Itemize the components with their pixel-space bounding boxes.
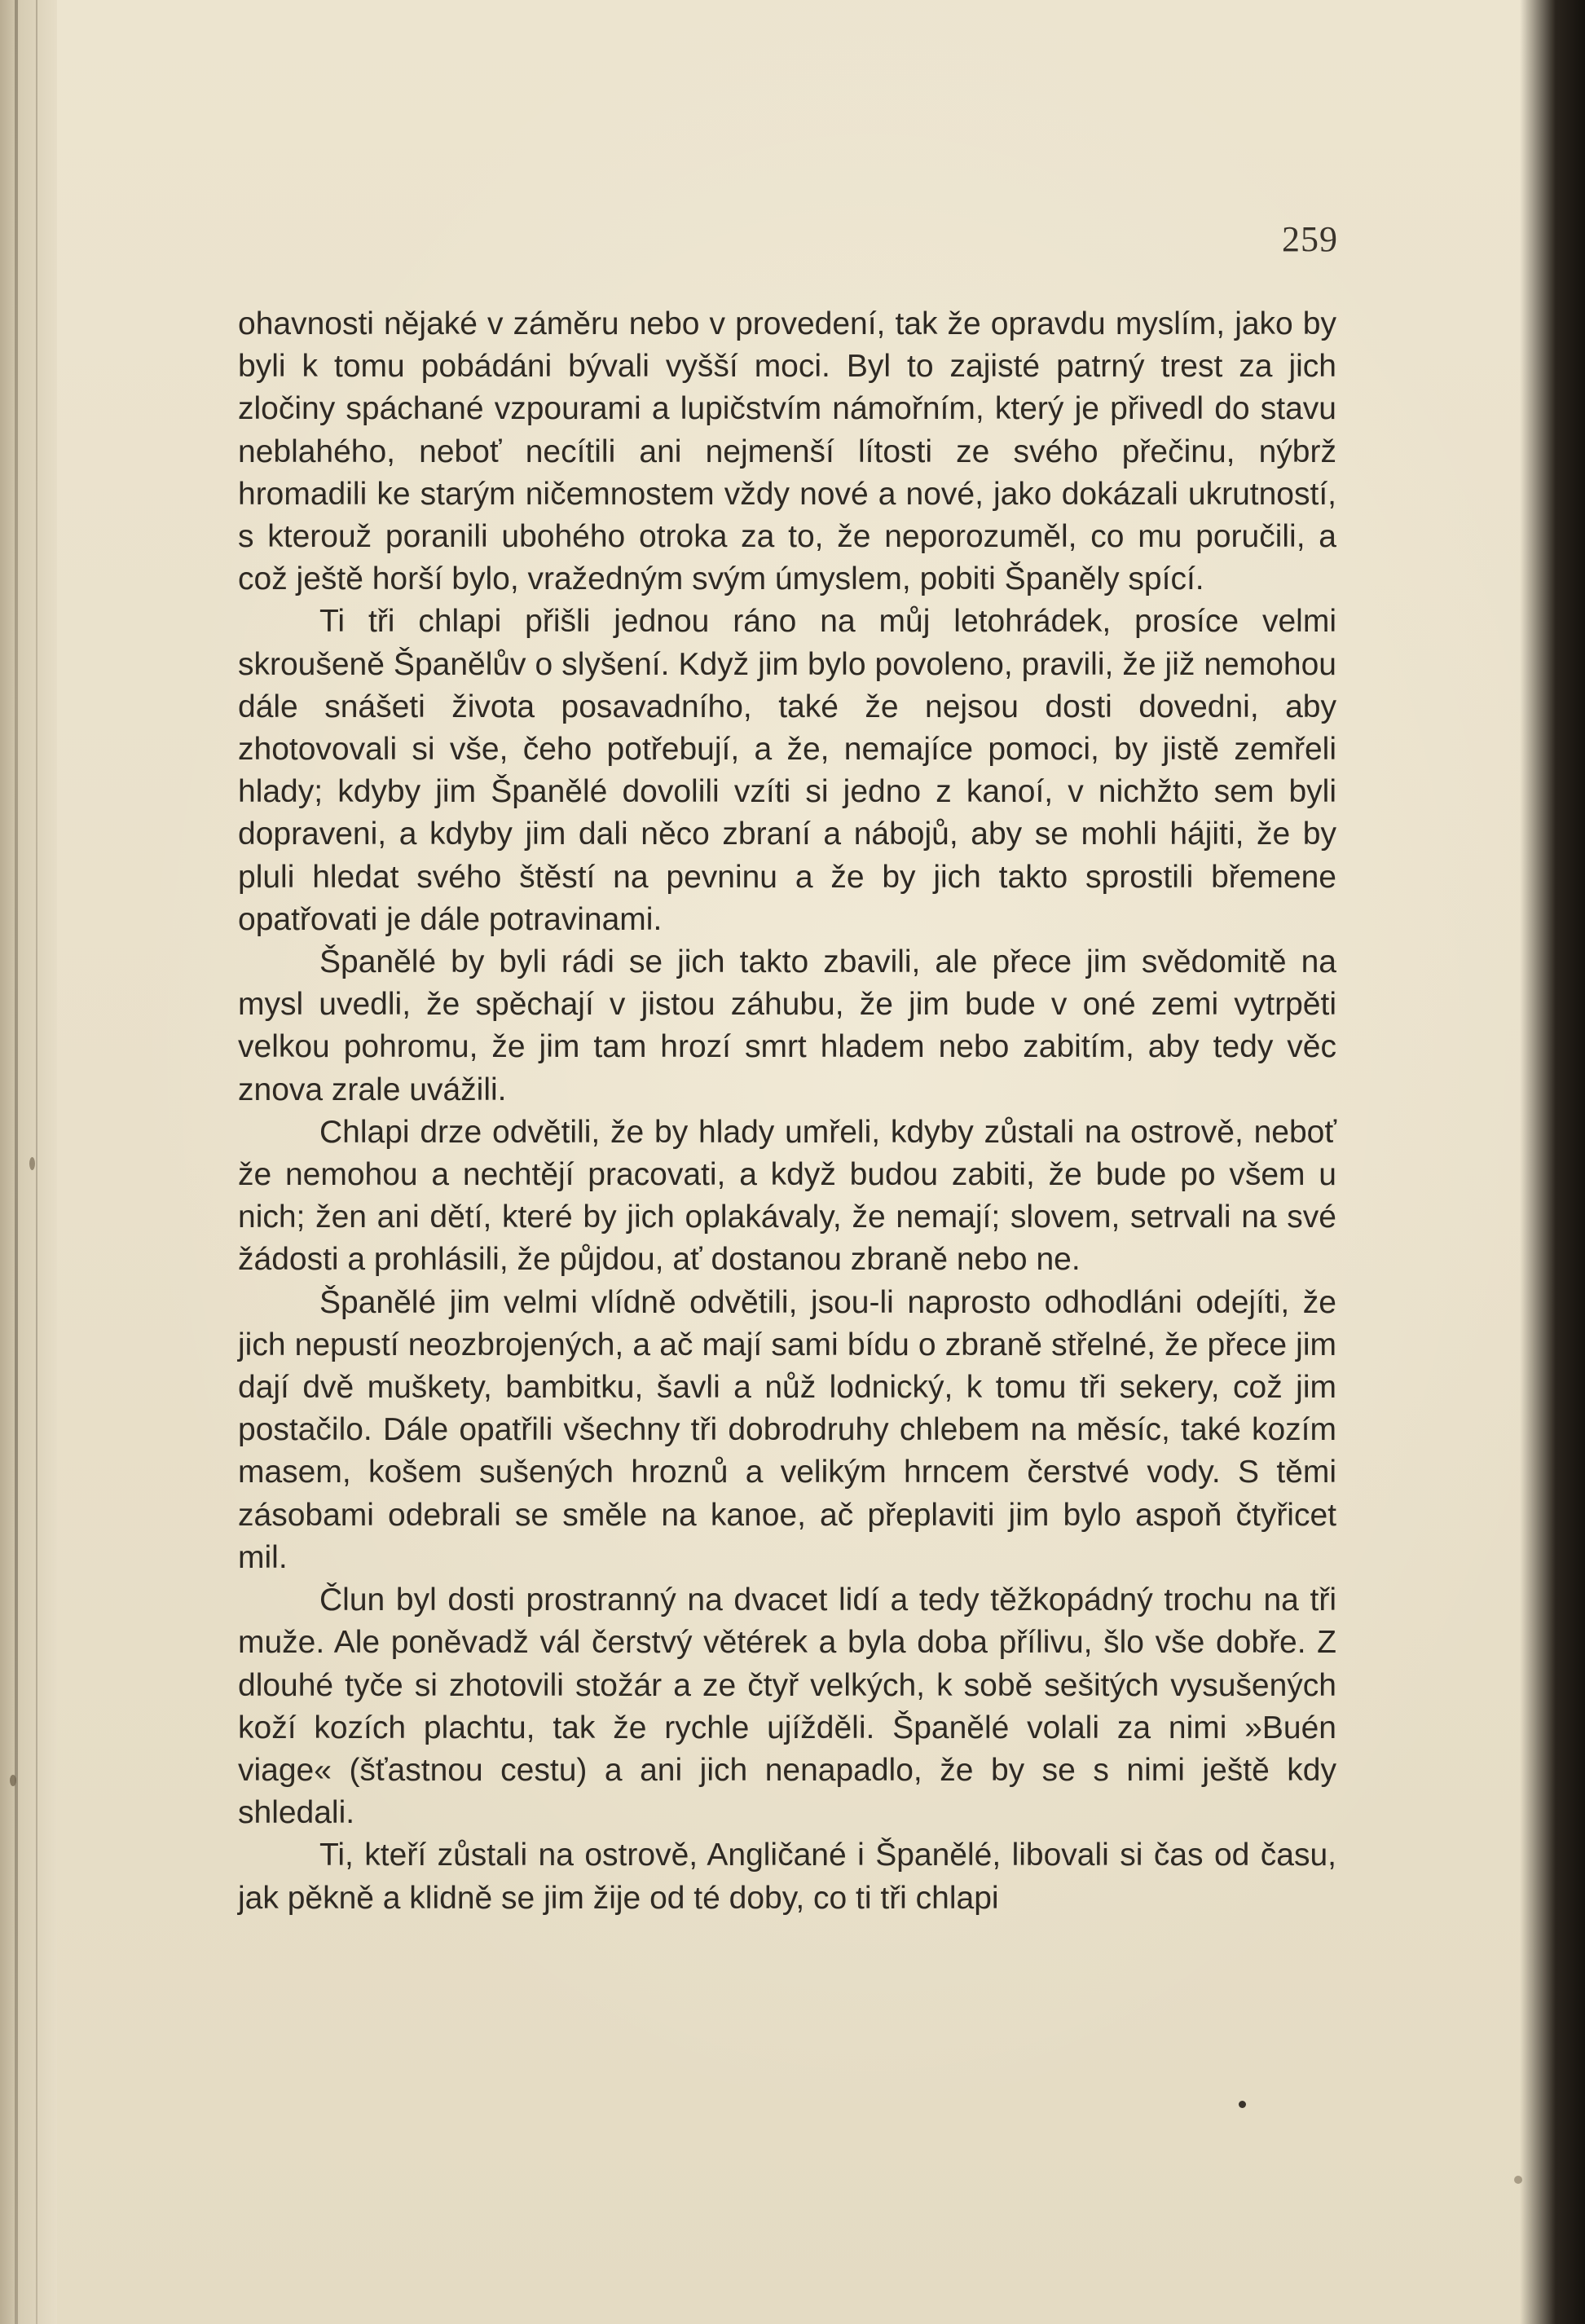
paragraph: Chlapi drze odvětili, že by hlady umřeli, kdyby zůstali na ostrově, neboť že nemohou a nechtějí pracovati, a když budou zabiti, že bude po všem u nich; žen ani dětí, které by jich oplakávaly, že nemají; slovem, setrvali na své žádosti a prohlásili, že půjdou, ať dostanou zbraně nebo ne. — [238, 1114, 1336, 1278]
binding-shadow-line — [15, 0, 18, 2324]
paragraph: Ti, kteří zůstali na ostrově, Angličané i Španělé, libovali si čas od času, jak pěkně a klidně se jim žije od té doby, co ti tři chlapi — [238, 1838, 1336, 1916]
paragraph: Člun byl dosti prostranný na dvacet lidí a tedy těžkopádný trochu na tři muže. Ale poněvadž vál čerstvý větérek a byla doba přílivu, šlo vše dobře. Z dlouhé tyče si zhotovili stožár a ze čtyř velkých, k sobě sešitých vysušených koží kozích plachtu, tak že rychle ujížděli. Španělé volali za nimi »Buén viage« (šťastnou cestu) a ani jich nenapadlo, že by se s nimi ještě kdy shledali. — [238, 1582, 1336, 1831]
body-text — [238, 303, 1336, 1920]
paragraph: Španělé by byli rádi se jich takto zbavili, ale přece jim svědomitě na mysl uvedli, že spěchají v jistou záhubu, že jim bude v oné zemi vytrpěti velkou pohromu, že jim tam hrozí smrt hladem nebo zabitím, aby tedy věc znova zrale uvážili. — [238, 944, 1336, 1107]
foxing-spot — [1514, 2176, 1522, 2184]
book-binding-edge — [0, 0, 57, 2324]
page-right-edge-shadow — [1520, 0, 1585, 2324]
page-number: 259 — [1282, 219, 1338, 259]
ink-dot — [1239, 2101, 1246, 2108]
foxing-spot — [10, 1775, 16, 1786]
binding-shadow-line-secondary — [36, 0, 37, 2324]
foxing-spot — [29, 1157, 35, 1170]
paragraph: Španělé jim velmi vlídně odvětili, jsou-li naprosto odhodláni odejíti, že jich nepustí neozbrojených, a ač mají sami bídu o zbraně střelné, že přece jim dají dvě muškety, bambitku, šavli a nůž lodnický, k tomu tři sekery, což jim postačilo. Dále opatřili všechny tři dobrodruhy chlebem na měsíc, také kozím masem, košem sušených hroznů a velikým hrncem čerstvé vody. S těmi zásobami odebrali se směle na kanoe, ač přeplaviti jim bylo aspoň čtyřicet mil. — [238, 1284, 1336, 1575]
paragraph: ohavnosti nějaké v záměru nebo v provedení, tak že opravdu myslím, jako by byli k tomu pobádáni bývali vyšší moci. Byl to zajisté patrný trest za jich zločiny spáchané vzpourami a lupičstvím námořním, který je přivedl do stavu neblahého, neboť necítili ani nejmenší lítosti ze svého přečinu, nýbrž hromadili ke starým ničemnostem vždy nové a nové, jako dokázali ukrutností, s kterouž poranili ubohého otroka za to, že neporozuměl, co mu poručili, a což ještě horší bylo, vražedným svým úmyslem, pobiti Španěly spící. — [238, 306, 1336, 597]
paragraph: Ti tři chlapi přišli jednou ráno na můj letohrádek, prosíce velmi skroušeně Španělův o slyšení. Když jim bylo povoleno, pravili, že již nemohou dále snášeti života posavadního, také že nejsou dosti dovedni, aby zhotovovali si vše, čeho potřebují, a že, nemajíce pomoci, by jistě zemřeli hlady; kdyby jim Španělé dovolili vzíti si jedno z kanoí, v nichžto sem byli dopraveni, a kdyby jim dali něco zbraní a nábojů, aby se mohli hájiti, že by pluli hledat svého štěstí na pevninu a že by jich takto sprostili břemene opatřovati je dále potravinami. — [238, 604, 1336, 937]
